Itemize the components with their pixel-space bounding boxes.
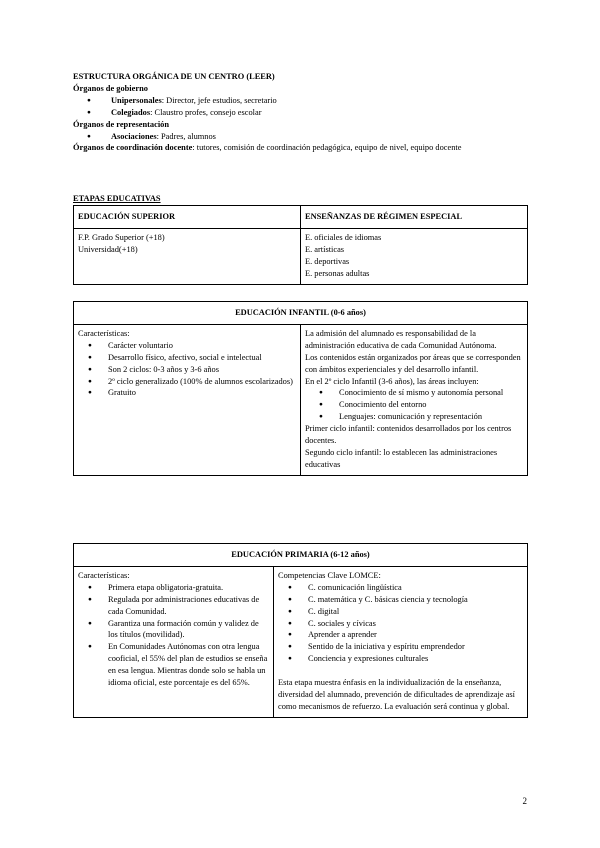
- list-item: ● Conocimiento de sí mismo y autonomía personal: [309, 387, 523, 399]
- list-item: ● Colegiados: Claustro profes, consejo escolar: [73, 107, 527, 119]
- table-header-primaria: EDUCACIÓN PRIMARIA (6-12 años): [74, 544, 528, 567]
- etapas-heading: ETAPAS EDUCATIVAS: [73, 194, 161, 203]
- list-item: ● Desarrollo físico, afectivo, social e intelectual: [78, 352, 296, 364]
- superior-cell: F.P. Grado Superior (+18) Universidad(+18): [74, 228, 301, 284]
- page-number: 2: [522, 796, 527, 806]
- table-header-infantil: EDUCACIÓN INFANTIL (0-6 años): [74, 302, 528, 325]
- list-item: ● Gratuito: [78, 387, 296, 399]
- list-item: ● Regulada por administraciones educativas de cada Comunidad.: [78, 594, 269, 618]
- regimen-cell: E. oficiales de idiomas E. artísticas E. deportivas E. personas adultas: [301, 228, 528, 284]
- table-superior: [73, 205, 527, 285]
- coordinacion-paragraph: Órganos de coordinación docente: tutores, comisión de coordinación pedagógica, equipo de nivel, equipo docente: [73, 143, 462, 153]
- list-item: ● Conciencia y expresiones culturales: [278, 653, 523, 665]
- list-item: ● Unipersonales: Director, jefe estudios, secretario: [73, 95, 527, 107]
- primaria-caracteristicas-cell: Características: ● Primera etapa obligatoria-gratuita. ● Regulada por administraciones educativas de cada Comunidad. ● Garantiza una formación común y validez de los títulos (movilidad). ● En Comunidades Autónomas con otra lengua cooficial, el 55% del plan de estudios se enseña en esa lengua. Mientras donde solo se habla un idioma oficial, este porcentaje es del 65%.: [74, 566, 274, 717]
- list-item: ● Sentido de la iniciativa y espíritu emprendedor: [278, 641, 523, 653]
- list-item: ● Asociaciones: Padres, alumnos: [73, 131, 527, 143]
- list-item: ● Primera etapa obligatoria-gratuita.: [78, 582, 269, 594]
- list-item: ● Lenguajes: comunicación y representación: [309, 411, 523, 423]
- table-infantil: [73, 301, 527, 476]
- representacion-list: [73, 131, 527, 143]
- gobierno-list: [73, 95, 527, 119]
- infantil-caracteristicas-cell: Características: ● Carácter voluntario ● Desarrollo físico, afectivo, social e intelectual ● Son 2 ciclos: 0-3 años y 3-6 años ● 2º ciclo generalizado (100% de alumnos escolarizados) ● Gratuito: [74, 324, 301, 475]
- list-item: ● C. matemática y C. básicas ciencia y tecnología: [278, 594, 523, 606]
- representacion-heading: Órganos de representación: [73, 119, 169, 129]
- infantil-detalle-cell: La admisión del alumnado es responsabilidad de la administración educativa de cada Comunidad Autónoma. Los contenidos están organizados por áreas que se corresponden con ámbitos experienciales y del desarrollo infantil. En el 2º ciclo Infantil (3-6 años), las áreas incluyen: ● Conocimiento de sí mismo y autonomía personal ● Conocimiento del entorno ● Lenguajes: comunicación y representación Primer ciclo infantil: contenidos desarrollados por los centros docentes. Segundo ciclo infantil: lo establecen las administraciones educativas: [301, 324, 528, 475]
- table-header-superior: EDUCACIÓN SUPERIOR: [74, 206, 301, 229]
- list-item: ● Son 2 ciclos: 0-3 años y 3-6 años: [78, 364, 296, 376]
- table-primaria: [73, 543, 527, 718]
- list-item: ● C. comunicación lingüística: [278, 582, 523, 594]
- table-header-regimen: ENSEÑANZAS DE RÉGIMEN ESPECIAL: [301, 206, 528, 229]
- list-item: ● C. sociales y cívicas: [278, 618, 523, 630]
- intro-section: [73, 71, 527, 154]
- primaria-competencias-cell: Competencias Clave LOMCE: ● C. comunicación lingüística ● C. matemática y C. básicas ciencia y tecnología ● C. digital ● C. sociales y cívicas ● Aprender a aprender ● Sentido de la iniciativa y espíritu emprendedor ● Conciencia y expresiones culturales Esta etapa muestra énfasis en la individualización de la enseñanza, diversidad del alumnado, prevención de dificultades de aprendizaje así como mecanismos de refuerzo. La evaluación será continua y global.: [274, 566, 528, 717]
- list-item: ● En Comunidades Autónomas con otra lengua cooficial, el 55% del plan de estudios se enseña en esa lengua. Mientras donde solo se habla un idioma oficial, este porcentaje es del 65%.: [78, 641, 269, 689]
- list-item: ● Carácter voluntario: [78, 340, 296, 352]
- list-item: ● C. digital: [278, 606, 523, 618]
- list-item: ● Garantiza una formación común y validez de los títulos (movilidad).: [78, 618, 269, 642]
- list-item: ● Aprender a aprender: [278, 629, 523, 641]
- gobierno-heading: Órganos de gobierno: [73, 83, 148, 93]
- section-title: ESTRUCTURA ORGÁNICA DE UN CENTRO (LEER): [73, 72, 275, 81]
- list-item: ● 2º ciclo generalizado (100% de alumnos escolarizados): [78, 376, 296, 388]
- list-item: ● Conocimiento del entorno: [309, 399, 523, 411]
